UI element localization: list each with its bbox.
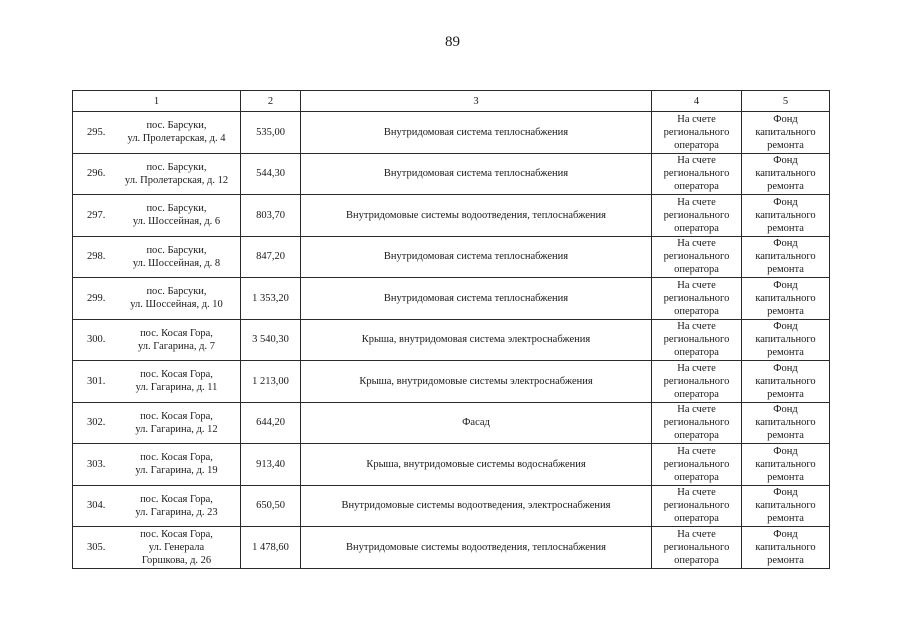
work-type-cell: Внутридомовые системы водоотведения, электроснабжения [301,485,652,527]
work-type-cell: Крыша, внутридомовая система электроснабжения [301,319,652,361]
address [117,528,240,567]
fund-line: капитального [755,541,816,553]
fund-cell [742,153,830,195]
financing-cell [652,278,742,320]
financing-cell [652,527,742,569]
address-line: пос. Косая Гора, [140,528,213,540]
table-body [73,112,830,569]
column-header: 5 [742,91,830,112]
table-row [73,319,830,361]
financing-line: оператора [674,222,719,234]
fund-cell [742,444,830,486]
fund-line: капитального [755,417,816,429]
address-line: пос. Барсуки, [146,244,207,256]
address-cell [73,153,241,195]
financing-line: оператора [674,264,719,276]
financing-line: оператора [674,181,719,193]
address-line: пос. Косая Гора, [140,369,213,381]
table-row [73,112,830,154]
financing-line: оператора [674,513,719,525]
header-row [73,91,830,112]
financing-cell [652,444,742,486]
table-row [73,236,830,278]
address [117,119,240,145]
fund-cell [742,236,830,278]
work-type-cell: Крыша, внутридомовые системы водоснабжения [301,444,652,486]
address-line: ул. Гагарина, д. 23 [135,506,218,518]
financing-line: На счете [677,238,716,250]
fund-line: ремонта [767,554,804,566]
address [117,410,240,436]
financing-line: регионального [663,209,730,221]
address [117,368,240,394]
address [117,451,240,477]
financing-cell [652,112,742,154]
fund-line: Фонд [773,113,798,125]
row-number: 299. [87,292,106,304]
fund-line: капитального [755,168,816,180]
fund-cell [742,527,830,569]
financing-line: регионального [663,458,730,470]
fund-line: Фонд [773,155,798,167]
fund-cell [742,402,830,444]
address-cell [73,236,241,278]
financing-line: На счете [677,487,716,499]
fund-line: ремонта [767,222,804,234]
row-number: 301. [87,375,106,387]
financing-line: На счете [677,113,716,125]
fund-line: Фонд [773,404,798,416]
row-number: 295. [87,126,106,138]
row-number: 297. [87,209,106,221]
address-cell [73,112,241,154]
fund-line: капитального [755,334,816,346]
financing-cell [652,402,742,444]
fund-line: капитального [755,458,816,470]
address [117,285,240,311]
address-line: Горшкова, д. 26 [141,554,212,566]
fund-line: ремонта [767,471,804,483]
page-number: 89 [445,34,460,50]
financing-line: оператора [674,471,719,483]
address-line: ул. Шоссейная, д. 6 [132,216,221,228]
address-cell [73,527,241,569]
address [117,493,240,519]
financing-line: регионального [663,292,730,304]
address-cell [73,278,241,320]
address-line: пос. Барсуки, [146,203,207,215]
fund-line: ремонта [767,264,804,276]
address-line: пос. Барсуки, [146,286,207,298]
work-type-cell: Внутридомовые системы водоотведения, теплоснабжения [301,527,652,569]
fund-cell [742,319,830,361]
table-row [73,195,830,237]
fund-line: Фонд [773,487,798,499]
fund-line: ремонта [767,139,804,151]
table-row [73,278,830,320]
financing-line: оператора [674,388,719,400]
address-line: ул. Шоссейная, д. 10 [130,299,223,311]
financing-line: оператора [674,430,719,442]
address-cell [73,402,241,444]
area-cell: 3 540,30 [241,319,301,361]
address-line: пос. Косая Гора, [140,493,213,505]
column-header: 2 [241,91,301,112]
work-type-cell: Внутридомовая система теплоснабжения [301,278,652,320]
financing-line: На счете [677,528,716,540]
fund-line: капитального [755,126,816,138]
work-type-cell: Внутридомовые системы водоотведения, теплоснабжения [301,195,652,237]
financing-line: регионального [663,375,730,387]
table-row [73,402,830,444]
financing-cell [652,236,742,278]
financing-line: оператора [674,554,719,566]
fund-line: капитального [755,251,816,263]
fund-line: капитального [755,209,816,221]
work-type-cell: Внутридомовая система теплоснабжения [301,236,652,278]
area-cell: 535,00 [241,112,301,154]
fund-cell [742,485,830,527]
fund-line: ремонта [767,181,804,193]
fund-line: ремонта [767,513,804,525]
financing-cell [652,361,742,403]
area-cell: 1 353,20 [241,278,301,320]
fund-line: Фонд [773,445,798,457]
fund-cell [742,195,830,237]
address-line: ул. Пролетарская, д. 12 [124,174,229,186]
fund-line: Фонд [773,528,798,540]
table-row [73,153,830,195]
financing-cell [652,195,742,237]
financing-line: оператора [674,305,719,317]
financing-line: На счете [677,321,716,333]
area-cell: 644,20 [241,402,301,444]
area-cell: 1 213,00 [241,361,301,403]
table-row [73,485,830,527]
address-cell [73,485,241,527]
fund-line: Фонд [773,362,798,374]
address-line: ул. Генерала [148,541,205,553]
work-type-cell: Фасад [301,402,652,444]
financing-line: регионального [663,500,730,512]
financing-line: регионального [663,417,730,429]
address-cell [73,361,241,403]
fund-line: Фонд [773,279,798,291]
financing-line: регионального [663,126,730,138]
address-line: ул. Шоссейная, д. 8 [132,257,221,269]
address [117,161,240,187]
row-number: 303. [87,458,106,470]
work-type-cell: Внутридомовая система теплоснабжения [301,112,652,154]
fund-line: ремонта [767,430,804,442]
fund-line: ремонта [767,388,804,400]
address-line: пос. Косая Гора, [140,327,213,339]
fund-line: капитального [755,292,816,304]
financing-line: На счете [677,404,716,416]
address [117,327,240,353]
financing-line: На счете [677,196,716,208]
financing-line: регионального [663,541,730,553]
column-header: 3 [301,91,652,112]
fund-line: ремонта [767,347,804,359]
area-cell: 544,30 [241,153,301,195]
work-type-cell: Внутридомовая система теплоснабжения [301,153,652,195]
area-cell: 803,70 [241,195,301,237]
address-line: пос. Косая Гора, [140,452,213,464]
financing-line: На счете [677,279,716,291]
financing-line: На счете [677,155,716,167]
financing-line: регионального [663,168,730,180]
address [117,244,240,270]
area-cell: 913,40 [241,444,301,486]
fund-cell [742,112,830,154]
capital-repair-table [72,90,830,569]
row-number: 296. [87,168,106,180]
address [117,202,240,228]
financing-line: регионального [663,334,730,346]
financing-cell [652,319,742,361]
address-cell [73,195,241,237]
row-number: 305. [87,541,106,553]
address-line: пос. Барсуки, [146,120,207,132]
fund-line: капитального [755,500,816,512]
financing-line: оператора [674,139,719,151]
financing-cell [652,153,742,195]
address-line: ул. Гагарина, д. 7 [138,340,215,352]
financing-cell [652,485,742,527]
column-header: 1 [73,91,241,112]
fund-line: капитального [755,375,816,387]
financing-line: На счете [677,362,716,374]
fund-line: ремонта [767,305,804,317]
table-row [73,527,830,569]
address-line: пос. Барсуки, [146,161,207,173]
address-line: ул. Гагарина, д. 12 [135,423,218,435]
row-number: 300. [87,334,106,346]
address-line: ул. Гагарина, д. 19 [135,465,218,477]
financing-line: регионального [663,251,730,263]
work-type-cell: Крыша, внутридомовые системы электроснабжения [301,361,652,403]
fund-line: Фонд [773,196,798,208]
area-cell: 650,50 [241,485,301,527]
table-row [73,361,830,403]
address-line: ул. Гагарина, д. 11 [135,382,218,394]
fund-line: Фонд [773,238,798,250]
fund-cell [742,361,830,403]
table-row [73,444,830,486]
address-cell [73,319,241,361]
address-line: ул. Пролетарская, д. 4 [127,133,226,145]
financing-line: На счете [677,445,716,457]
row-number: 304. [87,500,106,512]
fund-line: Фонд [773,321,798,333]
column-header: 4 [652,91,742,112]
address-line: пос. Косая Гора, [140,410,213,422]
fund-cell [742,278,830,320]
row-number: 298. [87,251,106,263]
financing-line: оператора [674,347,719,359]
address-cell [73,444,241,486]
area-cell: 1 478,60 [241,527,301,569]
row-number: 302. [87,417,106,429]
area-cell: 847,20 [241,236,301,278]
